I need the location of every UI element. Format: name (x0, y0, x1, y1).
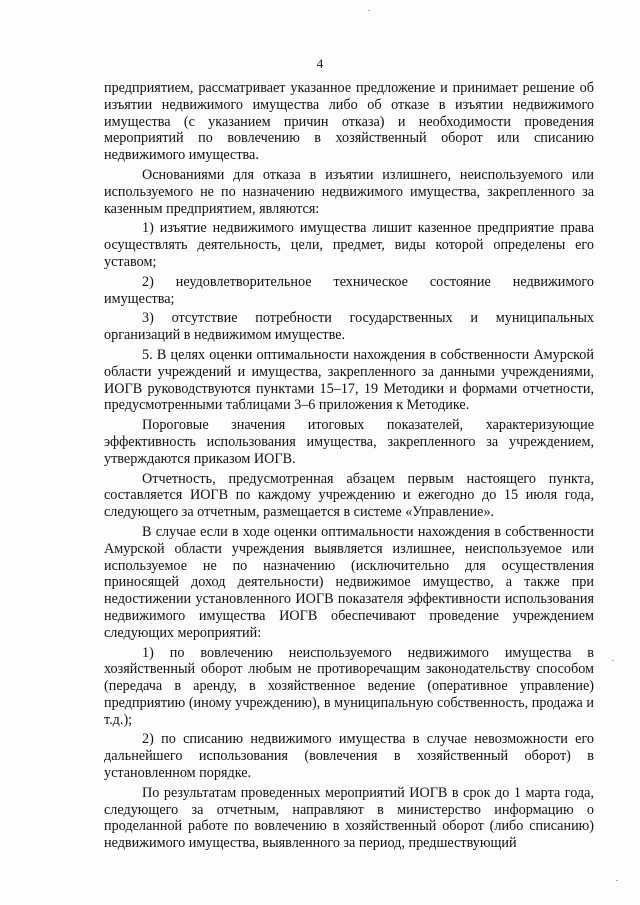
paragraph: 2) по списанию недвижимого имущества в случае невозможности его дальнейшего использования (вовлечения в хозяйственный оборот) в установленном порядке. (104, 731, 594, 782)
paragraph: В случае если в ходе оценки оптимальности нахождения в собственности Амурской области учреждения выявляется излишнее, неиспользуемое или используемое не по назначению (исключительно для осуществления приносящей доход деятельности) недвижимое имущество, а также при недостижении установленного ИОГВ показателя эффективности использования недвижимого имущества ИОГВ обеспечивают проведение учреждением следующих мероприятий: (104, 523, 594, 641)
paragraph: Основаниями для отказа в изъятии излишнего, неиспользуемого или используемого не по назначению недвижимого имущества, закрепленного за казенным предприятием, являются: (104, 166, 594, 217)
paragraph: Отчетность, предусмотренная абзацем первым настоящего пункта, составляется ИОГВ по каждому учреждению и ежегодно до 15 июля года, следующего за отчетным, размещается в системе «Управление». (104, 470, 594, 521)
scan-speck (612, 660, 614, 661)
paragraph: 2) неудовлетворительное техническое состояние недвижимого имущества; (104, 273, 594, 307)
paragraph: Пороговые значения итоговых показателей, характеризующие эффективность использования имущества, закрепленного за учреждением, утверждаются приказом ИОГВ. (104, 417, 594, 467)
scan-speck (616, 880, 618, 881)
page-number: 4 (316, 56, 324, 71)
paragraph: 5. В целях оценки оптимальности нахождения в собственности Амурской области учреждений и имущества, закрепленного за данными учреждениями, ИОГВ руководствуются пунктами 15–17, 19 Методики и формами отчетности, предусмотренными таблицами 3–6 приложения к Методике. (104, 346, 594, 414)
paragraph: 1) изъятие недвижимого имущества лишит казенное предприятие права осуществлять деятельность, цели, предмет, виды которой определены его уставом; (104, 220, 594, 270)
paragraph: предприятием, рассматривает указанное предложение и принимает решение об изъятии недвижимого имущества либо об отказе в изъятии недвижимого имущества (с указанием причин отказа) и необходимости проведения мероприятий по вовлечению в хозяйственный оборот или списанию недвижимого имущества. (104, 80, 594, 164)
document-body (104, 80, 594, 852)
scan-speck (368, 10, 370, 11)
paragraph: 3) отсутствие потребности государственных и муниципальных организаций в недвижимом имуществе. (104, 310, 594, 344)
paragraph: 1) по вовлечению неиспользуемого недвижимого имущества в хозяйственный оборот любым не противоречащим законодательству способом (передача в аренду, в хозяйственное ведение (оперативное управление) предприятию (иному учреждению), в муниципальную собственность, продажа и т.д.); (104, 644, 594, 728)
paragraph: По результатам проведенных мероприятий ИОГВ в срок до 1 марта года, следующего за отчетным, направляют в министерство информацию о проделанной работе по вовлечению в хозяйственный оборот (либо списанию) недвижимого имущества, выявленного за период, предшествующий (104, 784, 594, 852)
